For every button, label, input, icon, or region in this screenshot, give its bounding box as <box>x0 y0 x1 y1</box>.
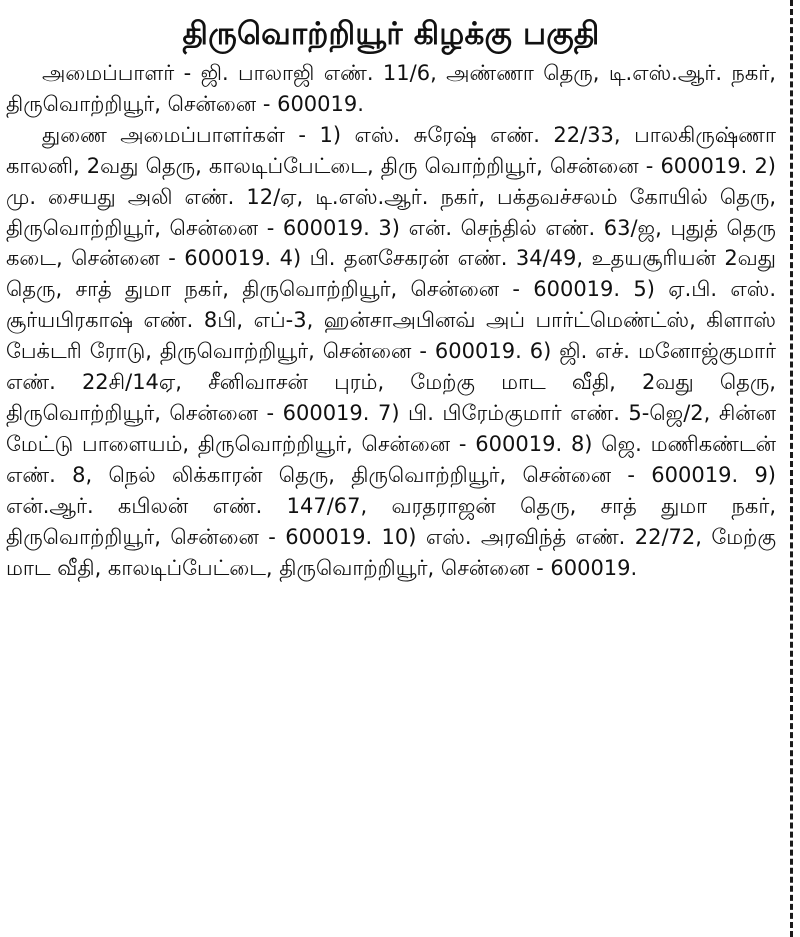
article-body <box>6 58 776 583</box>
section-title: திருவொற்றியூர் கிழக்கு பகுதி <box>182 16 600 52</box>
dashed-cut-line <box>790 0 793 937</box>
deputy-organizers-paragraph: துணை அமைப்பாளர்கள் - 1) எஸ். சுரேஷ் எண். 22/33, பாலகிருஷ்ணா காலனி, 2வது தெரு, காலடிப்பேட்டை, திரு வொற்றியூர், சென்னை - 600019. 2) மு. சையது அலி எண். 12/ஏ, டி.எஸ்.ஆர். நகர், பக்தவச்சலம் கோயில் தெரு, திருவொற்றியூர், சென்னை - 600019. 3) என். செந்தில் எண். 63/ஜ, புதுத் தெரு கடை, சென்னை - 600019. 4) பி. தனசேகரன் எண். 34/49, உதயசூரியன் 2வது தெரு, சாத் துமா நகர், திருவொற்றியூர், சென்னை - 600019. 5) ஏ.பி. எஸ். சூர்யபிரகாஷ் எண். 8பி, எப்-3, ஹன்சாஅபினவ் அப் பார்ட்மெண்ட்ஸ், கிளாஸ் பேக்டரி ரோடு, திருவொற்றியூர், சென்னை - 600019. 6) ஜி. எச். மனோஜ்குமார் எண். 22சி/14ஏ, சீனிவாசன் புரம், மேற்கு மாட வீதி, 2வது தெரு, திருவொற்றியூர், சென்னை - 600019. 7) பி. பிரேம்குமார் எண். 5-ஜெ/2, சின்ன மேட்டு பாளையம், திருவொற்றியூர், சென்னை - 600019. 8) ஜெ. மணிகண்டன் எண். 8, நெல் லிக்காரன் தெரு, திருவொற்றியூர், சென்னை - 600019. 9) என்.ஆர். கபிலன் எண். 147/67, வரதராஜன் தெரு, சாத் துமா நகர், திருவொற்றியூர், சென்னை - 600019. 10) எஸ். அரவிந்த் எண். 22/72, மேற்கு மாட வீதி, காலடிப்பேட்டை, திருவொற்றியூர், சென்னை - 600019. <box>6 122 776 580</box>
organizer-paragraph: அமைப்பாளர் - ஜி. பாலாஜி எண். 11/6, அண்ணா தெரு, டி.எஸ்.ஆர். நகர், திருவொற்றியூர், சென்னை - 600019. <box>6 61 776 116</box>
